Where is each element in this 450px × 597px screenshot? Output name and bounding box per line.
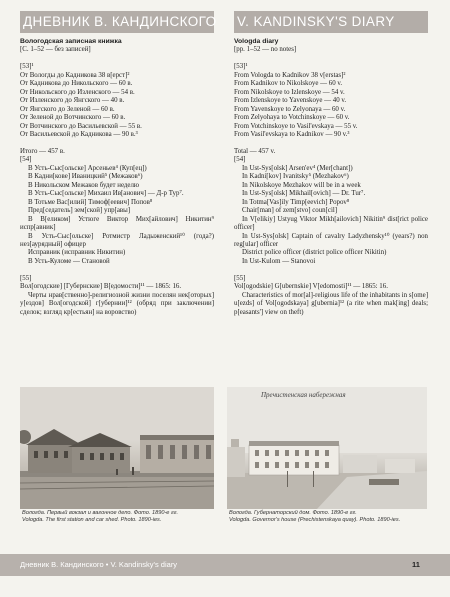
caption-ru: Вологда. Первый вокзал и вагонное депо. Фото. 1890-е гг. (22, 510, 179, 516)
caption-governors-house (229, 510, 429, 524)
diary-line: From Kadnikov to Nikolskoye — 60 v. (234, 80, 343, 88)
diary-line: В В[еликом] Устюге Виктор Мих[айлович] Никитин⁹ испр[авник] (20, 215, 214, 232)
page-footer (0, 554, 450, 576)
footer-title: Дневник В. Кандинского • V. Kandinsky's diary (20, 560, 178, 569)
diary-line: [54] (234, 156, 246, 164)
diary-line: In Totma[Vas]ily Timp[eevich] Popov⁸ (242, 198, 350, 206)
page-number: 11 (412, 560, 420, 569)
diary-line: Итого — 457 в. (20, 147, 65, 155)
blank-line (20, 55, 214, 64)
diary-line: [54] (20, 156, 32, 164)
diary-line: From Zelyohaya to Votchinskoye — 60 v. (234, 114, 350, 122)
diary-line: [С. 1–52 — без записей] (20, 46, 91, 54)
diary-subtitle: Вологодская записная книжка (20, 38, 122, 45)
heading-english: V. KANDINSKY'S DIARY (234, 11, 428, 33)
blank-line (20, 266, 214, 275)
diary-line: Total — 457 v. (234, 147, 276, 155)
blank-line (234, 139, 428, 148)
diary-line: In Ust-Kulom — Stanovoi (242, 257, 316, 265)
diary-line: In Ust-Sys[olsk] Captain of cavalry Ladyzhensky¹⁰ (years?) non reg[ular] officer (234, 232, 428, 248)
diary-line: [53]¹ (20, 63, 34, 71)
diary-line: From Vasil'evskaya to Kadnikov — 90 v.³ (234, 131, 350, 139)
caption-en: Vologda. The first station and car shed. Photo. 1890-ies. (22, 517, 162, 524)
diary-line: В Усть-Сыс[ольске] Михаил Ив[анович] — Д-р Тур⁷. (28, 190, 184, 198)
diary-line: В Никольском Межаков будет неделю (28, 181, 140, 189)
diary-text-russian (20, 38, 214, 317)
diary-line: От Янгского до Зеленой — 60 в. (20, 105, 115, 113)
station-illustration (20, 387, 214, 509)
diary-line: От Вологды до Кадникова 38 в[ерст]² (20, 71, 130, 79)
diary-line: From Nikolskoye to Izlenskoye — 54 v. (234, 88, 345, 96)
diary-line: От Васильевской до Кадникова — 90 в.³ (20, 131, 138, 139)
quay-illustration (227, 387, 427, 509)
diary-line: [55] (20, 274, 32, 282)
caption-railway-station (22, 510, 214, 524)
diary-line: Chair[man] of zem[stvo] coun[cil] (242, 207, 338, 215)
diary-line: [55] (234, 274, 246, 282)
blank-line (234, 266, 428, 275)
caption-ru: Вологда. Губернаторский дом. Фото. 1890-е гг. (229, 510, 357, 516)
diary-line: In Ust-Sys[olsk] Arsen'ev⁴ (Mer[chant]) (242, 164, 353, 172)
diary-line: В Усть-Сыс[ольске] Ротмистр Ладыженский¹⁰ (года?) нез[аурядный] офицер (20, 232, 214, 248)
diary-line: В Тотьме Вас[илий] Тимоф[еевич] Попов⁸ (28, 198, 153, 206)
diary-line: От Никольского до Изленского — 54 в. (20, 88, 135, 96)
diary-line: В Кадни[кове] Иваницкий⁵ (Межаков⁶) (28, 173, 143, 181)
diary-subtitle: Vologda diary (234, 38, 279, 45)
diary-line: От Кадникова до Никольского — 60 в. (20, 80, 133, 88)
blank-line (234, 55, 428, 64)
diary-line: [pp. 1–52 — no notes] (234, 46, 297, 54)
diary-line: From Votchinskoye to Vasil'evskaya — 55 v. (234, 122, 358, 130)
diary-line: В Усть-Куломе — Становой (28, 257, 110, 265)
diary-line: В Усть-Сыс[ольске] Арсеньев⁴ (Куп[ец]) (28, 164, 147, 172)
diary-line: Characteristics of mor[al]-religious life of the inhabitants in s[ome] u[ezds] of Vol[ogodskaya] g[ubernia]¹² (a rite when mak[ing] deals; p[easants'] view on theft) (234, 291, 428, 316)
diary-text-english (234, 38, 428, 317)
photo-label-prechistenskaya: Пречистенская набережная (261, 391, 346, 399)
photo-railway-station (20, 387, 214, 509)
diary-line: District police officer (district police officer Nikitin) (242, 249, 387, 257)
diary-line: Vol[ogodskie] G[ubernskie] V[edomosti]¹¹ — 1865: 16. (234, 283, 388, 291)
diary-line: In Ust-Sys[olsk] Mikhail[ovich] — Dr. Tur⁷. (242, 190, 366, 198)
caption-en: Vologda. Governor's house (Prechistenskaya quay). Photo. 1890-ies. (229, 517, 401, 524)
diary-line: Черты нрав[ственно]-религиозной жизни поселян нек[оторых] у[ездов] Вол[огодской] г[убернии]¹² (обряд при заключении] сделок; взгляд кр[естьян] на воровство) (20, 291, 214, 316)
diary-line: От Изленского до Янгского — 40 в. (20, 97, 125, 105)
diary-line: Вол[огодские] [Губернские] В[едомости]¹¹ — 1865: 16. (20, 283, 182, 291)
blank-line (20, 139, 214, 148)
diary-line: От Вотчинского до Васильевской — 55 в. (20, 122, 142, 130)
diary-line: From Vologda to Kadnikov 38 v[erstas]² (234, 71, 346, 79)
diary-line: In Kadni[kov] Ivanitsky⁵ (Mezhakov⁶) (242, 173, 349, 181)
diary-line: От Зеленой до Вотчинского — 60 в. (20, 114, 126, 122)
diary-line: In V[elikiy] Ustyug Viktor Mikh[ailovich] Nikitin⁹ dist[rict police officer] (234, 215, 428, 232)
diary-line: Пред[седатель] зем[ской] упр[авы] (28, 207, 131, 215)
diary-line: [53]¹ (234, 63, 248, 71)
diary-line: In Nikolskoye Mezhakov will be in a week (242, 181, 361, 189)
heading-russian: ДНЕВНИК В. КАНДИНСКОГО (20, 11, 214, 33)
diary-line: From Izlenskoye to Yavenskoye — 40 v. (234, 97, 347, 105)
diary-line: From Yavenskoye to Zelyonaya — 60 v. (234, 105, 346, 113)
diary-line: Исправник (исправник Никитин) (28, 249, 126, 257)
photo-governors-house (227, 387, 427, 509)
